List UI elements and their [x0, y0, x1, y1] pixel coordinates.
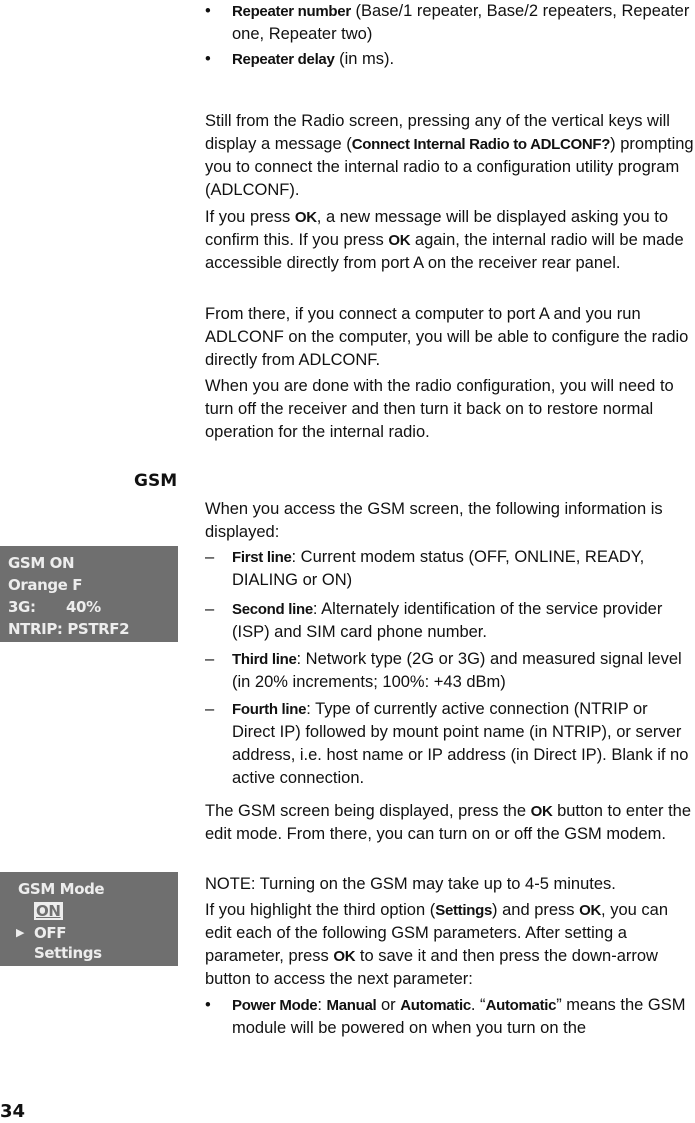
- display-line-1: GSM ON: [8, 554, 75, 572]
- option-settings: Settings: [34, 944, 102, 962]
- term: Repeater number: [232, 3, 351, 20]
- display-line-2: Orange F: [8, 576, 83, 594]
- note: NOTE: Turning on the GSM may take up to 4-5 minutes.: [205, 875, 616, 893]
- option-on: ON: [36, 902, 61, 920]
- display-line-3-value: 40%: [66, 598, 101, 616]
- page-number: 34: [0, 1101, 26, 1122]
- list-item-second-line: – Second line: Alternately identification of the service provider (ISP) and SIM card phone number.: [205, 600, 663, 641]
- list-item-first-line: – First line: Current modem status (OFF, ONLINE, READY, DIALING or ON): [205, 548, 645, 589]
- radio-paragraph-1: Still from the Radio screen, pressing any of the vertical keys will display a message (Connect Internal Radio to ADLCONF?) prompting you to connect the internal radio to a configuration utility program (ADLCONF).: [205, 112, 694, 199]
- dash-marker: –: [205, 700, 215, 718]
- gsm-intro: When you access the GSM screen, the following information is displayed:: [205, 500, 663, 541]
- radio-paragraph-2: If you press OK, a new message will be displayed asking you to confirm this. If you press OK again, the internal radio will be made accessible directly from port A on the receiver rear panel.: [205, 208, 684, 272]
- display-line-4: NTRIP: PSTRF2: [8, 620, 130, 638]
- dash-marker: –: [205, 650, 215, 668]
- section-heading-gsm: GSM: [134, 471, 178, 491]
- list-item-fourth-line: – Fourth line: Type of currently active connection (NTRIP or Direct IP) followed by mount point name (in NTRIP), or server address, i.e. host name or IP address (in Direct IP). Blank if no active connection.: [205, 700, 689, 787]
- bullet-dot: •: [205, 50, 211, 68]
- list-item-third-line: – Third line: Network type (2G or 3G) and measured signal level (in 20% increments; 100%: +43 dBm): [205, 650, 682, 691]
- bullet-repeater-number: [205, 0, 695, 46]
- dash-marker: –: [205, 548, 215, 566]
- radio-paragraph-3: From there, if you connect a computer to port A and you run ADLCONF on the computer, you will be able to configure the radio directly from ADLCONF.: [205, 305, 689, 369]
- gsm-mode-display: [0, 872, 178, 966]
- gsm-status-display: [0, 546, 178, 642]
- selection-arrow-icon: ▶: [16, 926, 25, 939]
- term: Repeater delay: [232, 51, 335, 68]
- gsm-edit-paragraph: The GSM screen being displayed, press the OK button to enter the edit mode. From there, you can turn on or off the GSM modem.: [205, 802, 692, 843]
- display-line-3-label: 3G:: [8, 598, 36, 616]
- bullet-power-mode: • Power Mode: Manual or Automatic. “Automatic” means the GSM module will be powered on when you turn on the: [205, 996, 686, 1037]
- option-off: OFF: [34, 924, 67, 942]
- dash-marker: –: [205, 600, 215, 618]
- settings-paragraph: If you highlight the third option (Settings) and press OK, you can edit each of the following GSM parameters. After setting a parameter, press OK to save it and then press the down-arrow button to access the next parameter:: [205, 901, 669, 988]
- radio-paragraph-4: When you are done with the radio configuration, you will need to turn off the receiver and then turn it back on to restore normal operation for the internal radio.: [205, 377, 674, 441]
- term-desc: (in ms).: [334, 50, 395, 68]
- bullet-dot: •: [205, 996, 211, 1014]
- term-desc: (Base/1 repeater, Base/2 repeaters, Repeater one, Repeater two): [232, 2, 690, 43]
- bullet-repeater-delay: [205, 48, 695, 71]
- bullet-dot: •: [205, 2, 211, 20]
- display-title: GSM Mode: [18, 880, 105, 898]
